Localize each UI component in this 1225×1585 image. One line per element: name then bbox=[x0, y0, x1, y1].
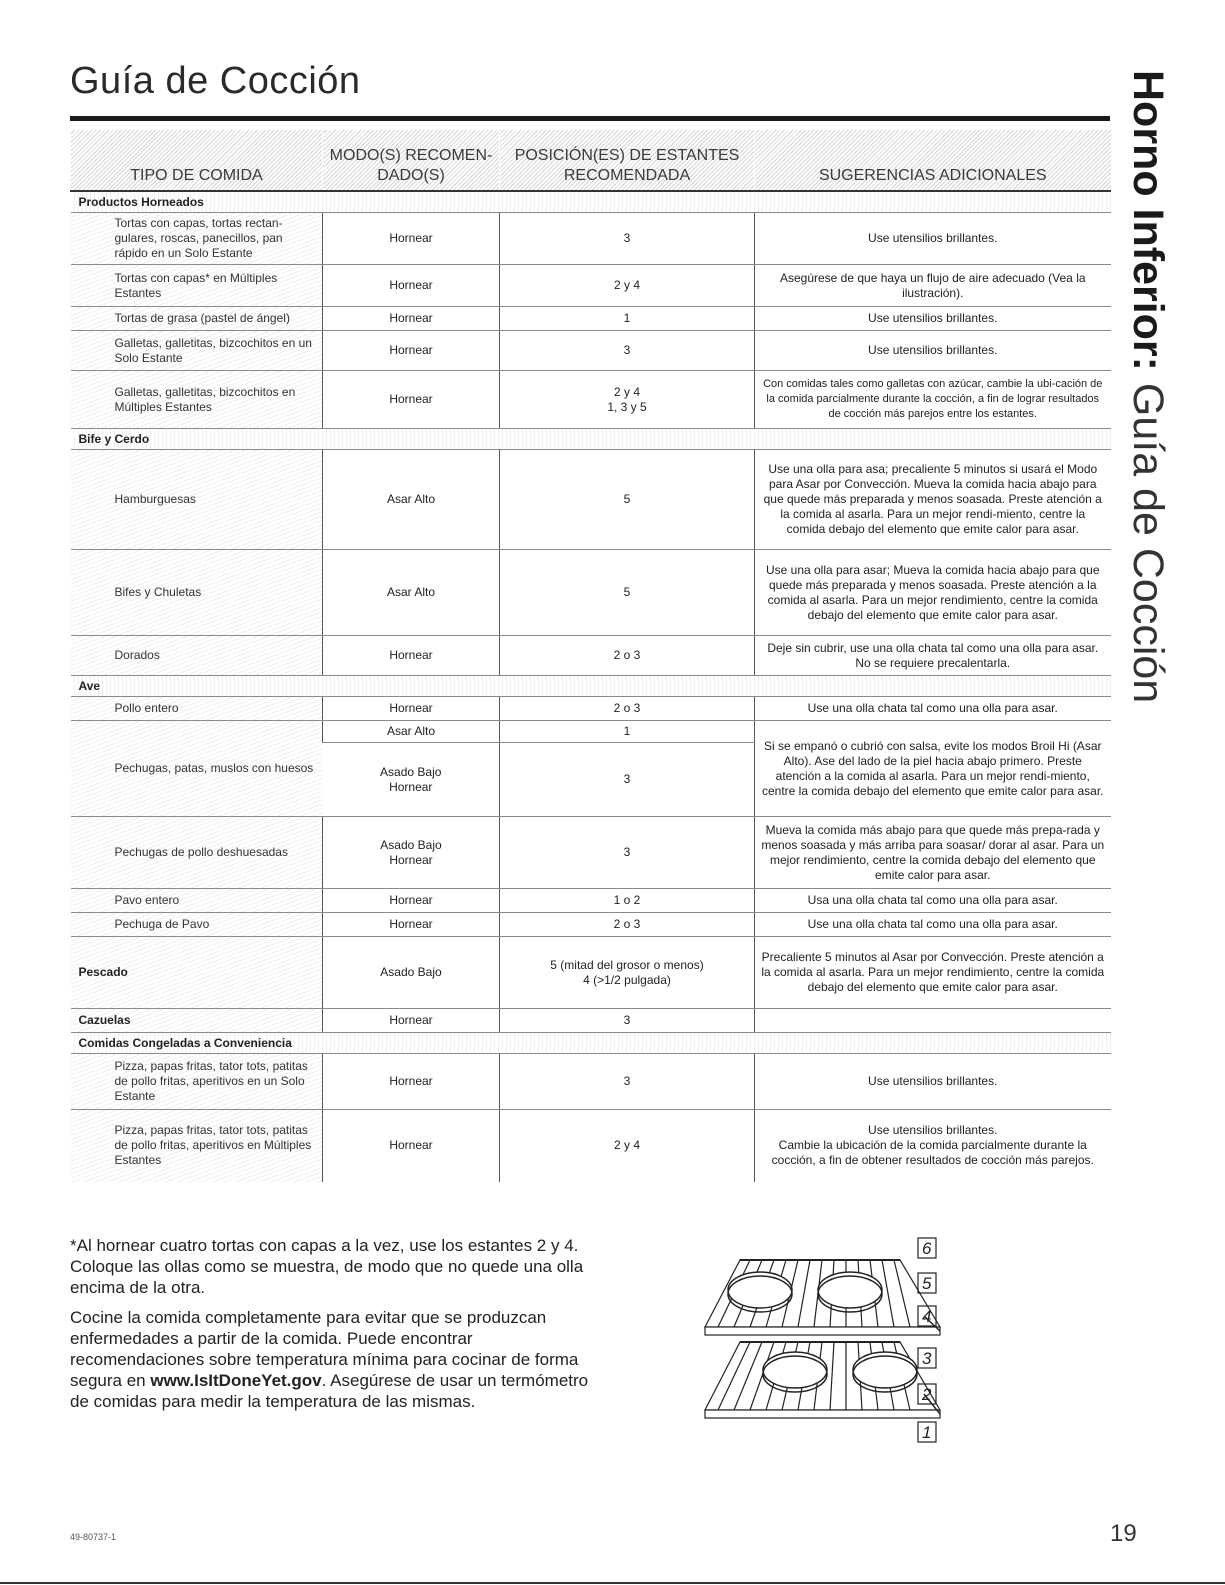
header-food-type: TIPO DE COMIDA bbox=[71, 130, 323, 191]
tip-cell: Use utensilios brillantes. bbox=[755, 213, 1111, 265]
food-cell: Tortas con capas, tortas rectan-gulares, roscas, panecillos, pan rápido en un Solo Estante bbox=[71, 213, 323, 265]
food-cell: Cazuelas bbox=[71, 1009, 323, 1033]
mode-line: Hornear bbox=[389, 852, 433, 867]
table-row bbox=[71, 307, 1111, 331]
position-cell: 3 bbox=[500, 1009, 755, 1033]
mode-cell bbox=[323, 743, 500, 817]
category-label: Productos Horneados bbox=[71, 191, 1111, 213]
mode-line: Hornear bbox=[389, 779, 433, 794]
notes bbox=[70, 1235, 600, 1421]
position-cell: 3 bbox=[500, 817, 755, 889]
tip-cell: Use una olla para asa; precaliente 5 minutos si usará el Modo para Asar por Convección. Mueva la comida hacia abajo para que quede más preparada y menos soasada. Preste atención a la comida al asarla. Para un mejor rendi-miento, centre la comida debajo del elemento que emite calor para asar. bbox=[755, 450, 1111, 550]
page-number: 19 bbox=[1110, 1520, 1137, 1547]
food-cell: Tortas de grasa (pastel de ángel) bbox=[71, 307, 323, 331]
mode-cell: Hornear bbox=[323, 1110, 500, 1182]
note-text-after: . Asegúrese de usar un termómetro de comidas para medir la temperatura de las mismas. bbox=[70, 1371, 589, 1411]
table-row bbox=[71, 1009, 1111, 1033]
table-row bbox=[71, 1054, 1111, 1110]
position-cell: 2 o 3 bbox=[500, 697, 755, 721]
tip-cell: Usa una olla chata tal como una olla para asar. bbox=[755, 889, 1111, 913]
food-cell: Dorados bbox=[71, 636, 323, 676]
position-cell: 5 bbox=[500, 450, 755, 550]
document-code: 49-80737-1 bbox=[70, 1532, 117, 1542]
position-cell: 3 bbox=[500, 743, 755, 817]
food-cell: Pollo entero bbox=[71, 697, 323, 721]
table-row bbox=[71, 636, 1111, 676]
food-safety-link[interactable]: www.IsItDoneYet.gov bbox=[150, 1371, 322, 1390]
mode-cell: Asar Alto bbox=[323, 550, 500, 636]
table-row bbox=[71, 265, 1111, 307]
mode-cell: Asado Bajo bbox=[323, 937, 500, 1009]
note-food-safety bbox=[70, 1307, 600, 1412]
position-line: 5 (mitad del grosor o menos) bbox=[550, 957, 704, 972]
rack-label-5: 5 bbox=[922, 1274, 932, 1293]
position-cell: 2 y 4 bbox=[500, 1110, 755, 1182]
mode-line: Asado Bajo bbox=[380, 764, 442, 779]
position-cell: 1 bbox=[500, 307, 755, 331]
tip-cell bbox=[755, 1110, 1111, 1182]
position-cell: 2 o 3 bbox=[500, 636, 755, 676]
food-cell: Galletas, galletitas, bizcochitos en Múltiples Estantes bbox=[71, 371, 323, 429]
category-row bbox=[71, 1033, 1111, 1054]
food-cell: Pechugas, patas, muslos con huesos bbox=[71, 721, 323, 817]
position-cell: 3 bbox=[500, 213, 755, 265]
page-title: Guía de Cocción bbox=[70, 60, 361, 102]
mode-cell: Hornear bbox=[323, 331, 500, 371]
mode-cell: Hornear bbox=[323, 213, 500, 265]
position-cell: 2 y 4 bbox=[500, 265, 755, 307]
mode-cell bbox=[323, 817, 500, 889]
header-rack-position: POSICIÓN(ES) DE ESTANTES RECOMENDADA bbox=[500, 130, 755, 191]
position-cell: 1 o 2 bbox=[500, 889, 755, 913]
rack-diagram bbox=[700, 1232, 960, 1452]
table-row bbox=[71, 913, 1111, 937]
mode-cell: Hornear bbox=[323, 265, 500, 307]
rack-label-3: 3 bbox=[922, 1349, 932, 1368]
mode-cell: Hornear bbox=[323, 697, 500, 721]
table-row bbox=[71, 937, 1111, 1009]
tip-cell: Use una olla chata tal como una olla para asar. bbox=[755, 697, 1111, 721]
tip-cell: Use utensilios brillantes. bbox=[755, 1054, 1111, 1110]
tip-cell: Use utensilios brillantes. bbox=[755, 331, 1111, 371]
position-cell bbox=[500, 371, 755, 429]
note-text-before: Cocine la comida completamente para evitar que se produzcan enfermedades a partir de la comida. Puede encontrar recomendaciones sobre temperatura mínima para cocinar de forma segura en bbox=[70, 1308, 579, 1390]
note-layer-cakes: *Al hornear cuatro tortas con capas a la vez, use los estantes 2 y 4. Coloque las ollas como se muestra, de modo que no quede una olla encima de la otra. bbox=[70, 1236, 584, 1297]
food-cell: Pavo entero bbox=[71, 889, 323, 913]
table-row bbox=[71, 371, 1111, 429]
header-suggestions: SUGERENCIAS ADICIONALES bbox=[755, 130, 1111, 191]
category-row bbox=[71, 191, 1111, 213]
tip-cell: Con comidas tales como galletas con azúcar, cambie la ubi-cación de la comida parcialmente durante la cocción, a fin de lograr resultados de cocción más parejos entre los estantes. bbox=[755, 371, 1111, 429]
tip-line: Cambie la ubicación de la comida parcialmente durante la cocción, a fin de obtener resultados de cocción más parejos. bbox=[771, 1138, 1094, 1168]
table-row bbox=[71, 213, 1111, 265]
table-row bbox=[71, 697, 1111, 721]
table-row bbox=[71, 331, 1111, 371]
position-cell bbox=[500, 937, 755, 1009]
rack-label-1: 1 bbox=[922, 1423, 932, 1442]
rack-label-6: 6 bbox=[922, 1239, 932, 1258]
table-header-row bbox=[71, 130, 1111, 191]
category-label: Bife y Cerdo bbox=[71, 429, 1111, 450]
food-cell: Galletas, galletitas, bizcochitos en un Solo Estante bbox=[71, 331, 323, 371]
position-line: 4 (>1/2 pulgada) bbox=[583, 972, 671, 987]
position-line: 2 y 4 bbox=[613, 384, 640, 399]
tip-cell: Precaliente 5 minutos al Asar por Convección. Preste atención a la comida al asarla. Para un mejor rendimiento, centre la comida debajo del elemento que emite calor para asar. bbox=[755, 937, 1111, 1009]
side-title-bold: Horno Inferior: bbox=[1124, 70, 1172, 371]
tip-cell: Si se empanó o cubrió con salsa, evite los modos Broil Hi (Asar Alto). Ase del lado de la piel hacia abajo primero. Preste atención a la comida al asarla. Para un mejor rendi-miento, centre la comida debajo del elemento que emite calor para asar. bbox=[755, 721, 1111, 817]
category-row bbox=[71, 429, 1111, 450]
category-label: Comidas Congeladas a Conveniencia bbox=[71, 1033, 1111, 1054]
tip-cell: Use una olla para asar; Mueva la comida hacia abajo para que quede más preparada y menos soasada. Preste atención a la comida al asarla. Para un mejor rendimiento, centre la comida debajo del elemento que emite calor para asar. bbox=[755, 550, 1111, 636]
tip-cell: Deje sin cubrir, use una olla chata tal como una olla para asar. No se requiere precalentarla. bbox=[755, 636, 1111, 676]
table-row bbox=[71, 817, 1111, 889]
food-cell: Pescado bbox=[71, 937, 323, 1009]
bottom-rule bbox=[0, 1582, 1225, 1584]
mode-cell: Hornear bbox=[323, 1009, 500, 1033]
position-cell: 5 bbox=[500, 550, 755, 636]
mode-cell: Hornear bbox=[323, 889, 500, 913]
category-row bbox=[71, 676, 1111, 697]
position-cell: 3 bbox=[500, 331, 755, 371]
tip-cell: Mueva la comida más abajo para que quede más prepa-rada y menos soasada y más arriba para soasar/ dorar al asar. Para un mejor rendimiento, centre la comida debajo del elemento que emite calor para asar. bbox=[755, 817, 1111, 889]
mode-cell: Hornear bbox=[323, 371, 500, 429]
tip-cell bbox=[755, 1009, 1111, 1033]
title-rule bbox=[70, 116, 1110, 121]
position-cell: 3 bbox=[500, 1054, 755, 1110]
category-label: Ave bbox=[71, 676, 1111, 697]
mode-cell: Hornear bbox=[323, 1054, 500, 1110]
position-line: 1, 3 y 5 bbox=[607, 399, 647, 414]
table-row bbox=[71, 889, 1111, 913]
table-row bbox=[71, 450, 1111, 550]
food-cell: Tortas con capas* en Múltiples Estantes bbox=[71, 265, 323, 307]
table-row bbox=[71, 721, 1111, 743]
mode-cell: Hornear bbox=[323, 636, 500, 676]
tip-cell: Use utensilios brillantes. bbox=[755, 307, 1111, 331]
tip-cell: Use una olla chata tal como una olla para asar. bbox=[755, 913, 1111, 937]
food-cell: Pechuga de Pavo bbox=[71, 913, 323, 937]
header-mode: MODO(S) RECOMEN-DADO(S) bbox=[323, 130, 500, 191]
side-title bbox=[1118, 70, 1178, 704]
table-row bbox=[71, 550, 1111, 636]
food-cell: Pechugas de pollo deshuesadas bbox=[71, 817, 323, 889]
tip-cell: Asegúrese de que haya un flujo de aire adecuado (Vea la ilustración). bbox=[755, 265, 1111, 307]
table-row bbox=[71, 1110, 1111, 1182]
food-cell: Pizza, papas fritas, tator tots, patitas de pollo fritas, aperitivos en Múltiples Estantes bbox=[71, 1110, 323, 1182]
side-title-light: Guía de Cocción bbox=[1124, 370, 1172, 704]
rack-label-2: 2 bbox=[922, 1385, 932, 1404]
cooking-guide-table bbox=[70, 130, 1111, 1182]
tip-line: Use utensilios brillantes. bbox=[868, 1123, 998, 1138]
position-cell: 2 o 3 bbox=[500, 913, 755, 937]
mode-cell: Hornear bbox=[323, 307, 500, 331]
food-cell: Pizza, papas fritas, tator tots, patitas de pollo fritas, aperitivos en un Solo Estante bbox=[71, 1054, 323, 1110]
rack-label-4: 4 bbox=[922, 1307, 932, 1326]
mode-cell: Asar Alto bbox=[323, 450, 500, 550]
food-cell: Hamburguesas bbox=[71, 450, 323, 550]
mode-line: Asado Bajo bbox=[380, 837, 442, 852]
position-cell: 1 bbox=[500, 721, 755, 743]
food-cell: Bifes y Chuletas bbox=[71, 550, 323, 636]
mode-cell: Hornear bbox=[323, 913, 500, 937]
mode-cell: Asar Alto bbox=[323, 721, 500, 743]
